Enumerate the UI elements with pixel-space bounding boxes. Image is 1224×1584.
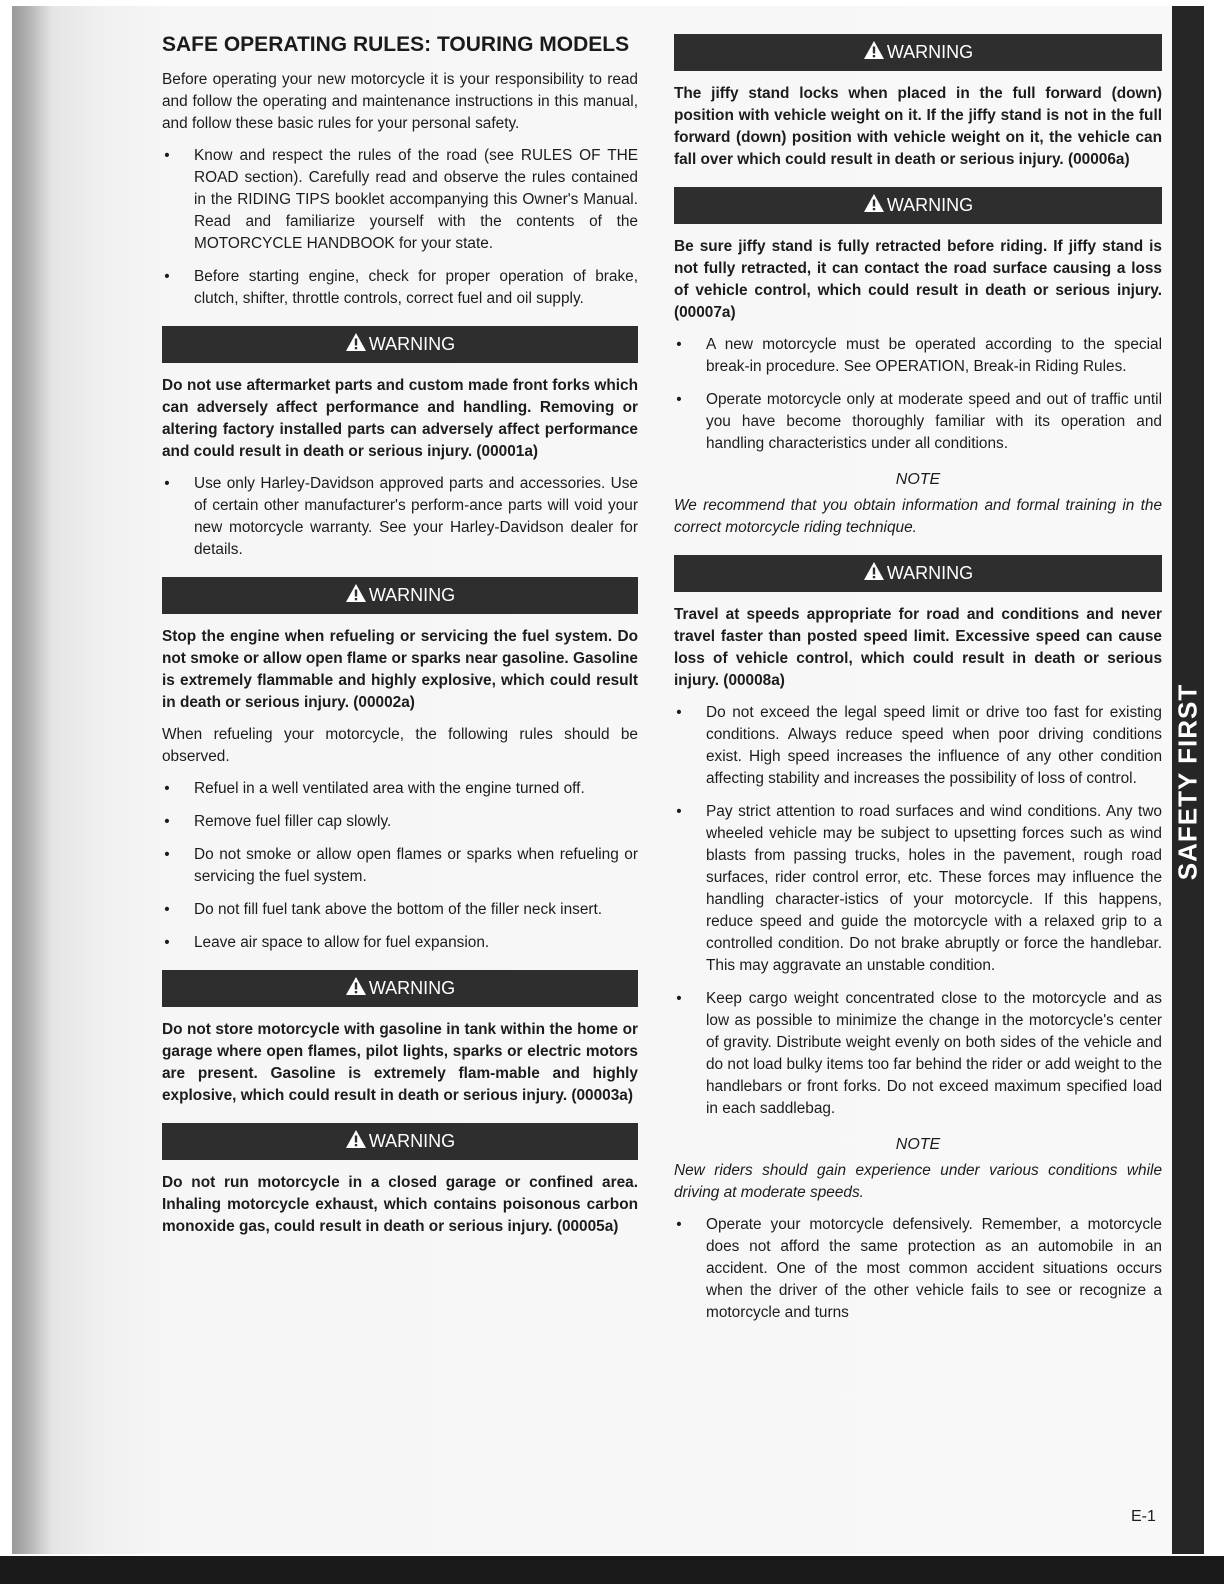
- warning-header: [162, 326, 638, 363]
- bullet-dot: •: [676, 336, 682, 353]
- bullet-item: [674, 702, 1162, 790]
- bullet-item: [674, 988, 1162, 1120]
- warning-header: [162, 1123, 638, 1160]
- bullet-text: Do not fill fuel tank above the bottom of the filler neck insert.: [194, 901, 603, 918]
- bullet-text: A new motorcycle must be operated according to the special break-in procedure. See OPERATION, Break-in Riding Rules.: [706, 336, 1162, 375]
- bullet-text: Keep cargo weight concentrated close to the motorcycle and as low as possible to minimize the change in the motorcycle's center of gravity. Distribute weight evenly on both sides of the vehicle and do not load bulky items too far behind the rider or add weight to the handlebars or front forks. Do not exceed maximum specified load in each saddlebag.: [706, 990, 1163, 1117]
- bullet-dot: •: [676, 1216, 682, 1233]
- bullet-dot: •: [164, 813, 170, 830]
- bullet-dot: •: [676, 391, 682, 408]
- bullet-dot: •: [164, 475, 170, 492]
- bullet-dot: •: [164, 780, 170, 797]
- warning-text: Do not run motorcycle in a closed garage or confined area. Inhaling motorcycle exhaust, which contains poisonous carbon monoxide gas, could result in death or serious injury. (00005a): [162, 1174, 638, 1235]
- bullet-text: Operate motorcycle only at moderate speed and out of traffic until you have become thoroughly familiar with its operation and handling characteristics under all conditions.: [706, 391, 1162, 452]
- bullet-text: Operate your motorcycle defensively. Remember, a motorcycle does not afford the same protection as an automobile in an accident. One of the most common accident situations occurs when the driver of the other vehicle fails to see or recognize a motorcycle and turns: [706, 1216, 1162, 1321]
- page-number: E-1: [1131, 1508, 1156, 1525]
- warning-triangle-icon: [345, 976, 369, 1001]
- bullet-item: [162, 778, 638, 800]
- side-tab-label: SAFETY FIRST: [1172, 683, 1203, 881]
- warning-triangle-icon: [345, 583, 369, 608]
- bullet-dot: •: [164, 147, 170, 164]
- spine-shadow: [12, 6, 52, 1554]
- warning-text: Do not use aftermarket parts and custom made front forks which can adversely affect performance and handling. Removing or altering factory installed parts can adversely affect performance and could result in death or serious injury. (00001a): [162, 377, 638, 460]
- bullet-dot: •: [164, 268, 170, 285]
- bullet-item: [162, 145, 638, 255]
- warning-label: WARNING: [886, 195, 974, 215]
- note-text: New riders should gain experience under various conditions while driving at moderate speeds.: [674, 1162, 1162, 1201]
- bullet-text: Leave air space to allow for fuel expansion.: [194, 934, 490, 951]
- warning-text: Be sure jiffy stand is fully retracted before riding. If jiffy stand is not fully retracted, it can contact the road surface causing a loss of vehicle control, which could result in death or serious injury. (00007a): [674, 238, 1162, 321]
- bullet-text: Before starting engine, check for proper operation of brake, clutch, shifter, throttle controls, correct fuel and oil supply.: [194, 268, 638, 307]
- note-text: We recommend that you obtain information and formal training in the correct motorcycle riding technique.: [674, 497, 1162, 536]
- bullet-item: [674, 334, 1162, 378]
- bullet-item: [162, 266, 638, 310]
- warning-header: [674, 34, 1162, 71]
- warning-label: WARNING: [886, 42, 974, 62]
- bullet-item: [162, 932, 638, 954]
- bullet-list: [162, 145, 638, 310]
- bullet-text: Know and respect the rules of the road (see RULES OF THE ROAD section). Carefully read and observe the rules contained in the RIDING TIPS booklet accompanying this Owner's Manual. Read and familiarize yourself with the contents of the MOTORCYCLE HANDBOOK for your state.: [194, 147, 638, 252]
- warning-triangle-icon: [345, 332, 369, 357]
- bullet-item: [162, 811, 638, 833]
- bullet-dot: •: [676, 803, 682, 820]
- bullet-item: [674, 801, 1162, 977]
- bullet-dot: •: [676, 990, 682, 1007]
- bullet-text: Remove fuel filler cap slowly.: [194, 813, 392, 830]
- warning-header: [162, 577, 638, 614]
- scan-bottom-edge: [0, 1556, 1224, 1584]
- warning-text: The jiffy stand locks when placed in the full forward (down) position with vehicle weight on it. If the jiffy stand is not in the full forward (down) position with vehicle weight on it, the vehicle can fall over which could result in death or serious injury. (00006a): [674, 85, 1162, 168]
- bullet-item: [162, 899, 638, 921]
- note-title: NOTE: [895, 471, 941, 488]
- bullet-item: [162, 473, 638, 561]
- left-column: [162, 30, 638, 1248]
- section-title: SAFE OPERATING RULES: TOURING MODELS: [162, 33, 630, 56]
- warning-text: Do not store motorcycle with gasoline in tank within the home or garage where open flames, pilot lights, sparks or electric motors are present. Gasoline is extremely flam-mable and highly explosive, which could result in death or serious injury. (00003a): [162, 1021, 638, 1104]
- bullet-item: [674, 1214, 1162, 1324]
- warning-triangle-icon: [345, 1129, 369, 1154]
- bullet-dot: •: [676, 704, 682, 721]
- warning-text: Stop the engine when refueling or servicing the fuel system. Do not smoke or allow open flame or sparks near gasoline. Gasoline is extremely flammable and highly explosive, which could result in death or serious injury. (00002a): [162, 628, 638, 711]
- warning-label: WARNING: [886, 563, 974, 583]
- bullet-text: Do not exceed the legal speed limit or drive too fast for existing conditions. Always reduce speed when poor driving conditions exist. High speed increases the influence of any other condition affecting stability and increases the possibility of loss of control.: [706, 704, 1162, 787]
- bullet-dot: •: [164, 901, 170, 918]
- warning-header: [162, 970, 638, 1007]
- bullet-item: [674, 389, 1162, 455]
- warning-label: WARNING: [368, 978, 456, 998]
- bullet-list: [162, 778, 638, 954]
- refuel-intro: When refueling your motorcycle, the following rules should be observed.: [162, 726, 638, 765]
- bullet-text: Use only Harley-Davidson approved parts and accessories. Use of certain other manufacturer's perform-ance parts will void your new motorcycle warranty. See your Harley-Davidson dealer for details.: [194, 475, 638, 558]
- bullet-text: Do not smoke or allow open flames or sparks when refueling or servicing the fuel system.: [194, 846, 638, 885]
- bullet-list: [674, 1214, 1162, 1324]
- warning-label: WARNING: [368, 585, 456, 605]
- warning-triangle-icon: [863, 40, 887, 65]
- intro-paragraph: Before operating your new motorcycle it is your responsibility to read and follow the operating and maintenance instructions in this manual, and follow these basic rules for your personal safety.: [162, 71, 638, 132]
- bullet-item: [162, 844, 638, 888]
- right-column: [674, 34, 1162, 1335]
- warning-header: [674, 187, 1162, 224]
- warning-text: Travel at speeds appropriate for road and conditions and never travel faster than posted speed limit. Excessive speed can cause loss of vehicle control, which could result in death or serious injury. (00008a): [674, 606, 1162, 689]
- warning-label: WARNING: [368, 334, 456, 354]
- bullet-list: [674, 702, 1162, 1120]
- bullet-dot: •: [164, 934, 170, 951]
- bullet-list: [162, 473, 638, 561]
- bullet-list: [674, 334, 1162, 455]
- bullet-text: Refuel in a well ventilated area with the engine turned off.: [194, 780, 585, 797]
- note-title: NOTE: [895, 1136, 941, 1153]
- warning-label: WARNING: [368, 1131, 456, 1151]
- bullet-text: Pay strict attention to road surfaces and wind conditions. Any two wheeled vehicle may be subject to upsetting forces such as wind blasts from passing trucks, holes in the pavement, rough road surfaces, rider control error, etc. These forces may influence the handling character-istics of your motorcycle. If this happens, reduce speed and guide the motorcycle with a relaxed grip to a controlled condition. Do not brake abruptly or force the handlebar. This may aggravate an unstable condition.: [706, 803, 1162, 974]
- warning-header: [674, 555, 1162, 592]
- warning-triangle-icon: [863, 561, 887, 586]
- bullet-dot: •: [164, 846, 170, 863]
- warning-triangle-icon: [863, 193, 887, 218]
